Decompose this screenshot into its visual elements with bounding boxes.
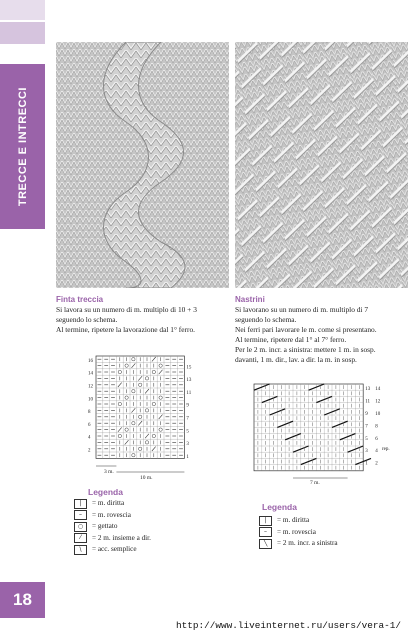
chart-row-label: 9 [365,412,368,417]
legend-label: = m. rovescia [277,527,316,536]
chart-row-label: 8 [88,410,91,416]
legend-label: = m. rovescia [92,510,131,519]
left-chart-grid [80,352,210,480]
chart-row-label: 10 [88,397,93,403]
chart-row-label: 11 [365,399,371,405]
chart-row-label: 16 [88,358,93,364]
legend-label: = acc. semplice [92,545,137,553]
chart-row-label: 12 [88,384,93,390]
yarn-over-symbol-icon: ○ [74,522,87,532]
chart-row-label: 14 [88,371,93,377]
left-chart-bottom-label: 3 m. [104,469,114,475]
chart-row-label: 14 [375,387,381,393]
finta-treccia-photo [56,42,229,288]
nastrini-photo [235,42,408,288]
knit-symbol-icon: | [259,516,272,526]
legend-item [74,521,151,533]
chart-row-label: 6 [375,436,378,442]
legend-label: = 2 m. incr. a sinistra [277,539,338,547]
right-chart-grid [246,380,396,488]
legend-label: = m. diritta [277,516,310,524]
left-knitting-chart [80,352,210,480]
chart-row-label: 15 [186,365,192,371]
page-number: 18 [0,582,45,618]
chart-row-label: 6 [88,422,91,428]
cross-left-symbol-icon: ╲ [259,539,272,549]
right-desc-line: Al termine, ripetere dal 1° al 7° ferro. [235,335,347,344]
chart-row-label: 1 [186,454,189,460]
slip-symbol-icon: \ [74,545,87,555]
chart-row-label: 2 [88,448,91,454]
sidebar-tab-top [0,0,45,20]
knit-texture-right [235,42,408,288]
right-desc-line: seguendo lo schema. [235,315,297,324]
chart-row-label: 2 [375,461,378,467]
legend-item [74,498,151,510]
chart-row-label: 7 [186,416,189,422]
left-desc-line: Al termine, ripetere la lavorazione dal 1° ferro. [56,325,196,334]
chart-row-label: 12 [375,399,381,405]
chart-row-label: 1 [365,461,368,467]
knit-texture-left [56,42,229,288]
left-pattern-description [56,305,197,335]
legend-item [259,538,338,550]
right-pattern-description [235,305,377,365]
section-title: TRECCE E INTRECCI [16,86,29,207]
chart-row-label: 7 [365,424,368,430]
right-chart-bottom-label: 7 m. [310,480,320,486]
chart-row-label: 9 [186,403,189,409]
chart-row-label: 3 [365,449,368,455]
k2tog-symbol-icon: ⁄ [74,533,87,543]
right-legend-title: Legenda [262,502,297,512]
right-legend [259,515,338,550]
chart-row-label: 3 [186,442,189,448]
right-desc-line: Si lavorano su un numero di m. multiplo di 7 [235,305,369,314]
left-desc-line: seguendo lo schema. [56,315,118,324]
footer-url[interactable]: http://www.liveinternet.ru/users/vera-1/ [176,620,402,631]
legend-label: = gettato [92,522,118,530]
chart-row-label: 13 [186,378,192,384]
legend-label: = 2 m. insieme a dir. [92,533,151,542]
legend-item [74,533,151,545]
chart-row-label: 10 [375,412,381,417]
right-pattern-title: Nastrini [235,295,265,304]
left-legend-title: Legenda [88,487,123,497]
right-desc-line: davanti, 1 m. dir., lav. a dir. la m. in sosp. [235,355,357,364]
left-pattern-title: Finta treccia [56,295,104,304]
legend-item [259,515,338,527]
purl-symbol-icon: – [259,527,272,537]
legend-label: = m. diritta [92,499,125,507]
sidebar-section-band [0,64,45,229]
legend-item [259,527,338,539]
left-desc-line: Si lavora su un numero di m. multiplo di 10 + 3 [56,305,197,314]
right-knitting-chart [246,380,396,488]
purl-symbol-icon: – [74,510,87,520]
chart-row-label: 5 [186,429,189,435]
right-chart-rep-label: rep. [382,447,390,452]
right-desc-line: Per le 2 m. incr. a sinistra: mettere 1 m. in sosp. [235,345,376,354]
sidebar-tab-mid [0,22,45,44]
left-chart-bottom-label: 10 m. [140,475,153,480]
legend-item [74,510,151,522]
chart-row-label: 4 [375,449,378,455]
chart-row-label: 11 [186,390,192,396]
chart-row-label: 13 [365,387,371,393]
knit-symbol-icon: | [74,499,87,509]
left-legend [74,498,151,556]
chart-row-label: 8 [375,424,378,430]
right-desc-line: Nei ferri pari lavorare le m. come si presentano. [235,325,377,334]
chart-row-label: 4 [88,435,91,441]
legend-item [74,544,151,556]
chart-row-label: 5 [365,436,368,442]
